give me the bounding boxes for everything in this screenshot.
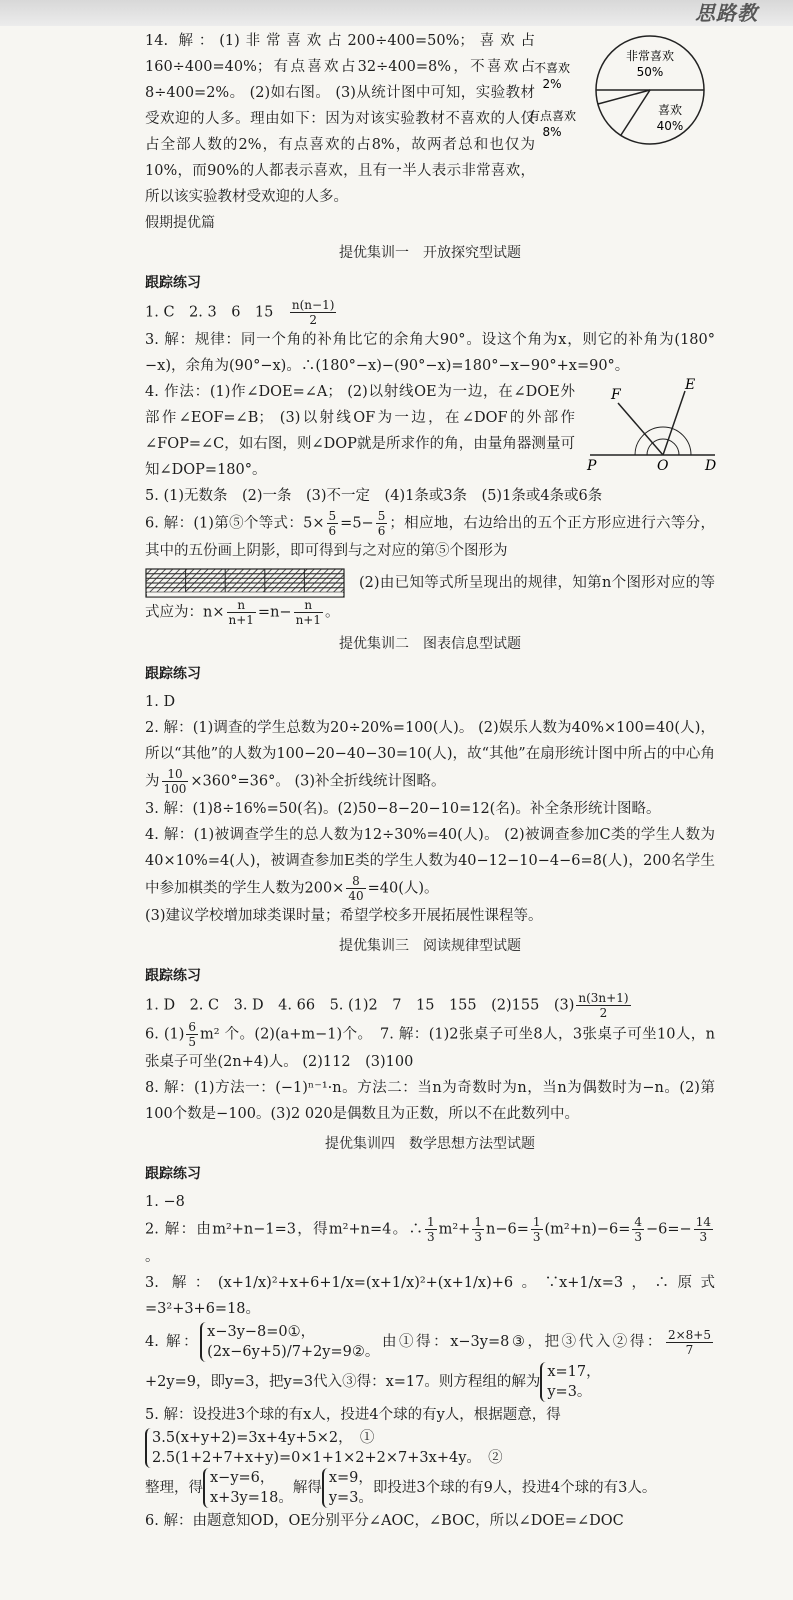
s4-line-1: 1. −8 bbox=[145, 1194, 185, 1210]
s4-system-3: 3.5(x+y+2)=3x+4y+5×2， ① 2.5(1+2+7+x+y)=0×1+1×2+2×7+3x+4y。 ② bbox=[145, 1428, 503, 1468]
pie-label-3: 不喜欢 bbox=[533, 61, 571, 75]
q14-text: 14. 解：(1)非常喜欢占200÷400=50%；喜欢占160÷400=40%；有点喜欢占32÷400=8%，不喜欢占8÷400=2%。 (2)如右图。 (3)从统计图中可知，实验教材受欢迎的人多。理由如下：因为对该实验教材不喜欢的人仅占全部人数的2%，有点喜欢的占8%，故两者总和也仅为10%，而90%的人都表示喜欢，且有一半人表示非常喜欢，所以该实验教材受欢迎的人多。 bbox=[145, 33, 535, 205]
section-1-sub: 跟踪练习 bbox=[145, 275, 201, 291]
section-4-sub: 跟踪练习 bbox=[145, 1166, 201, 1182]
question-14 bbox=[145, 28, 715, 210]
pie-value-1: 40% bbox=[656, 119, 684, 133]
pie-label-1: 喜欢 bbox=[657, 103, 683, 117]
pie-label-2: 有点喜欢 bbox=[527, 109, 577, 123]
angle-figure bbox=[585, 373, 720, 473]
brand-logo: 思路教 bbox=[695, 1, 758, 25]
section-3-title: 提优集训三 阅读规律型试题 bbox=[339, 938, 521, 954]
pie-chart bbox=[520, 30, 715, 155]
pie-value-2: 8% bbox=[542, 125, 562, 139]
s2-line-4c: (3)建议学校增加球类课时量；希望学校多开展拓展性课程等。 bbox=[145, 908, 543, 924]
s1-line-1: 1. C 2. 3 6 15 $\frac{n(n-1)}{2}$ bbox=[145, 298, 335, 327]
answer-page bbox=[145, 28, 715, 1534]
section-1-title: 提优集训一 开放探究型试题 bbox=[339, 245, 521, 261]
s1-line-5: 5. (1)无数条 (2)一条 (3)不一定 (4)1条或3条 (5)1条或4条或6条 bbox=[145, 488, 603, 504]
part-title: 假期提优篇 bbox=[145, 215, 215, 231]
header-bar bbox=[0, 0, 793, 26]
pie-value-0: 50% bbox=[636, 65, 664, 79]
s1-question-4 bbox=[145, 379, 715, 483]
s1-line-6: 6. 解：(1)第⑤个等式：5× $\frac{5}{6}$ =5− $\frac{5}{6}$ ；相应地，右边给出的五个正方形应进行六等分，其中的五份画上阴影，即可得到与之对应的第⑤个图形为 bbox=[145, 509, 715, 559]
s4-line-6: 6. 解：由题意知OD，OE分别平分∠AOC，∠BOC，所以∠DOE=∠DOC bbox=[145, 1513, 624, 1529]
s1-line-6b: (2)由已知等式所呈现出的规律，知第n个图形对应的等式应为：n× $\frac{n}{n+1}$ =n− $\frac{n}{n+1}$ 。 bbox=[145, 568, 715, 627]
s4-line-5: 5. 解：设投进3个球的有x人，投进4个球的有y人，根据题意，得 bbox=[145, 1407, 561, 1423]
s3-line-6: 6. (1) $\frac{6}{5}$ m² 个。(2)(a+m−1)个。 7. 解：(1)2张桌子可坐8人，3张桌子可坐10人，n张桌子可坐(2n+4)人。 (2)112 (3)100 bbox=[145, 1020, 716, 1070]
section-2-sub: 跟踪练习 bbox=[145, 666, 201, 682]
s4-line-4: 4. 解：x−3y−8=0①， (2x−6y+5)/7+2y=9②。由①得：x−3y=8③，把③代入②得： $\frac{2\times 8+5}{7}$ +2y=9，即y=3，把y=3代入③得：x=17。则方程组的解为x=17， y=3。 bbox=[145, 1324, 711, 1400]
section-3-sub: 跟踪练习 bbox=[145, 968, 201, 984]
section-4-title: 提优集训四 数学思想方法型试题 bbox=[325, 1136, 535, 1152]
label-e: E bbox=[685, 377, 696, 393]
ray-of bbox=[618, 403, 663, 455]
s4-line-5-system bbox=[145, 1428, 715, 1468]
s2-line-3: 3. 解：(1)8÷16%=50(名)。(2)50−8−20−10=12(名)。补全条形统计图略。 bbox=[145, 801, 661, 817]
arc-large bbox=[635, 427, 691, 455]
s2-line-2: 2. 解：(1)调查的学生总数为20÷20%=100(人)。 (2)娱乐人数为40%×100=40(人)，所以“其他”的人数为100−20−40−30=10(人)，故“其他”在扇形统计图中所占的中心角为 $\frac{10}{100}$ ×360°=36°。 (3)补全折线统计图略。 bbox=[145, 720, 715, 796]
pie-value-3: 2% bbox=[542, 77, 562, 91]
label-o: O bbox=[657, 458, 669, 473]
label-d: D bbox=[705, 458, 717, 473]
s3-line-8: 8. 解：(1)方法一：(−1)ⁿ⁻¹·n。方法二：当n为奇数时为n，当n为偶数时为−n。(2)第100个数是−100。(3)2 020是偶数且为正数，所以不在此数列中。 bbox=[145, 1080, 715, 1122]
s4-line-5b: 整理，得x−y=6， x+3y=18。解得x=9， y=3。即投进3个球的有9人，投进4个球的有3人。 bbox=[145, 1470, 657, 1506]
s1-frac: $\frac{n(n-1)}{2}$ bbox=[291, 298, 335, 327]
s4-system-2: x=17， y=3。 bbox=[540, 1362, 600, 1402]
shaded-squares-figure bbox=[145, 568, 345, 598]
s2-line-4: 4. 解：(1)被调查学生的总人数为12÷30%=40(人)。 (2)被调查参加C类的学生人数为40×10%=4(人)，被调查参加E类的学生人数为40−12−10−4−6=8(人)，200名学生中参加棋类的学生人数为200× $\frac{8}{40}$ =40(人)。 bbox=[145, 827, 715, 903]
pie-label-0: 非常喜欢 bbox=[625, 49, 675, 63]
ray-oe bbox=[663, 391, 685, 455]
s4-line-2: 2. 解：由m²+n−1=3，得m²+n=4。∴ $\frac{1}{3}$ m²+ $\frac{1}{3}$ n−6= $\frac{1}{3}$ (m²+n)−6= $\frac{4}{3}$ −6=− $\frac{14}{3}$ 。 bbox=[145, 1215, 711, 1265]
label-p: P bbox=[587, 458, 597, 473]
s2-line-1: 1. D bbox=[145, 694, 176, 710]
s4-line-3: 3. 解：(x+1/x)²+x+6+1/x=(x+1/x)²+(x+1/x)+6。∵x+1/x=3，∴原式=3²+3+6=18。 bbox=[145, 1275, 715, 1317]
section-2-title: 提优集训二 图表信息型试题 bbox=[339, 636, 521, 652]
s1-line-3: 3. 解：规律：同一个角的补角比它的余角大90°。设这个角为x，则它的补角为(180°−x)，余角为(90°−x)。∴(180°−x)−(90°−x)=180°−x−90°+x=90°。 bbox=[145, 332, 715, 374]
s3-line-1: 1. D 2. C 3. D 4. 66 5. (1)2 7 15 155 (2)155 (3) $\frac{n(3n+1)}{2}$ bbox=[145, 991, 629, 1020]
label-f: F bbox=[611, 387, 621, 403]
s4-system-1: x−3y−8=0①， (2x−6y+5)/7+2y=9②。 bbox=[200, 1322, 379, 1362]
s1-line-4: 4. 作法：(1)作∠DOE=∠A； (2)以射线OE为一边，在∠DOE外部作∠EOF=∠B； (3)以射线OF为一边，在∠DOF的外部作∠FOP=∠C，如右图，则∠DOP就是所求作的角，由量角器测量可知∠DOP=180°。 bbox=[145, 384, 575, 478]
